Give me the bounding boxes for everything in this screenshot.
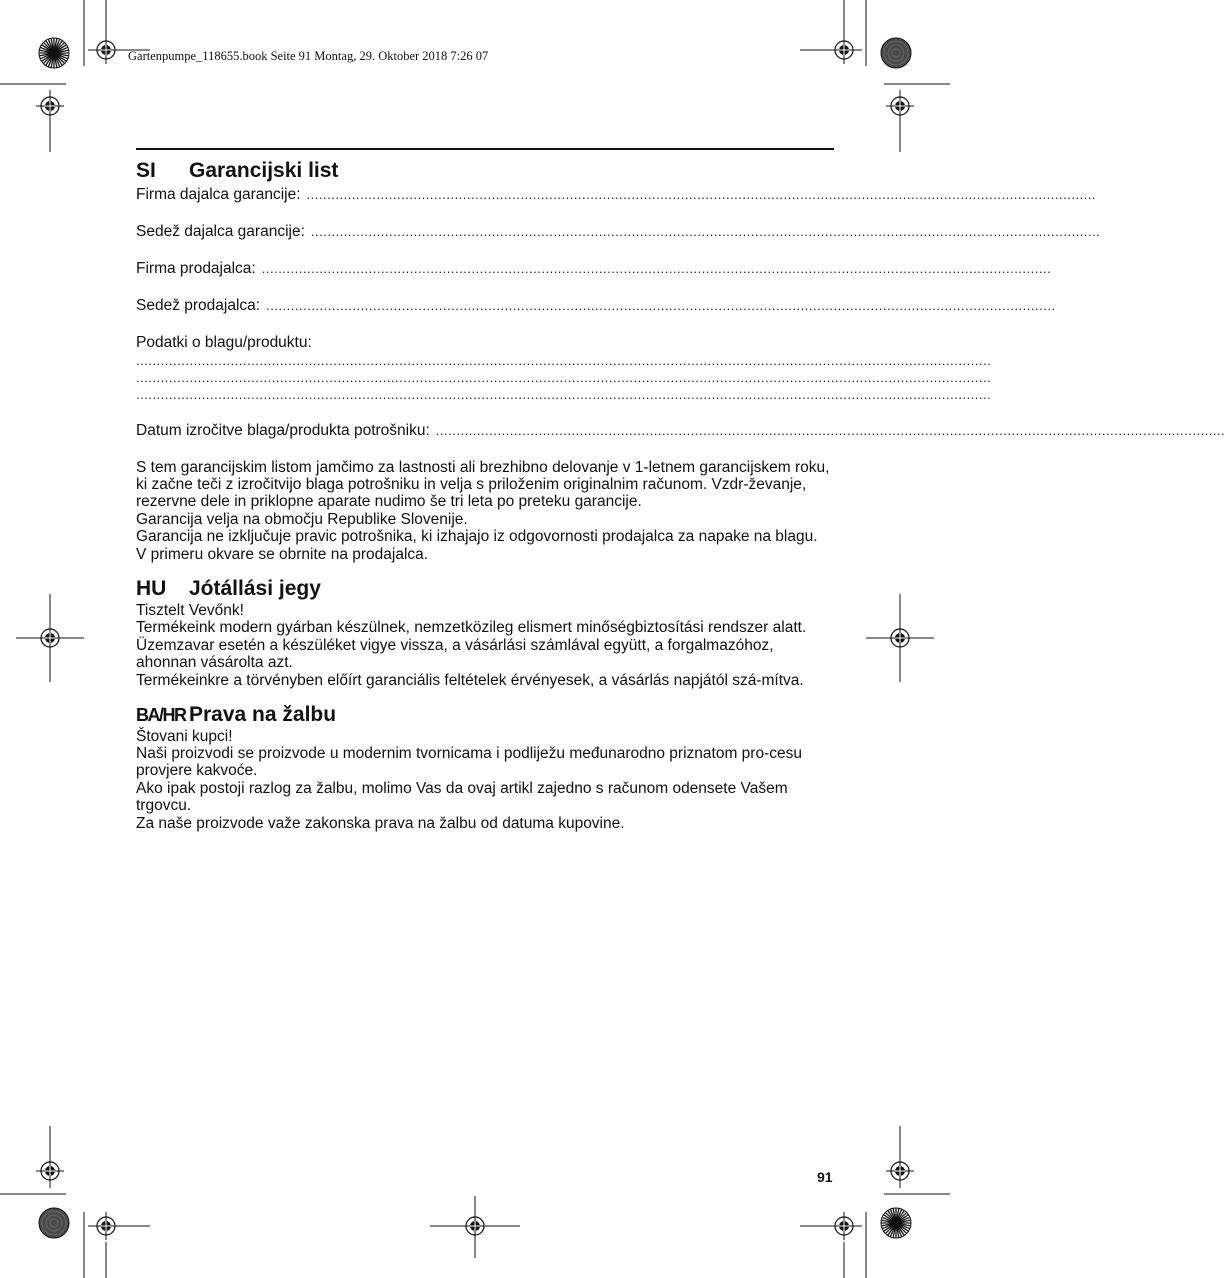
fill-dots: ................................................................................................................................................................................................	[306, 187, 1097, 202]
fill-dots: ................................................................................................................................................................................................	[435, 423, 1225, 438]
page-number: 91	[817, 1169, 833, 1185]
section-ba-hr-heading: Prava na žalbu	[189, 703, 337, 726]
ba-paragraph-2: Naši proizvodi se proizvode u modernim tvornicama i podliježu međunarodno priznatom pro-cesu provjere kakvoće.	[136, 745, 802, 779]
si-paragraph-3: Garancija ne izključuje pravic potrošnika, ki izhajajo iz odgovornosti prodajalca za napake na blagu.	[136, 528, 818, 545]
fill-dots: ................................................................................................................................................................................................	[266, 298, 1056, 313]
section-si-title	[136, 158, 834, 184]
ba-paragraph-3: Ako ipak postoji razlog za žalbu, molimo Vas da ovaj artikl zajedno s računom odensete Vašem trgovcu.	[136, 780, 788, 814]
section-si	[136, 158, 1225, 563]
fill-dots: ................................................................................................................................................................................................	[261, 261, 1052, 276]
ba-paragraph-4: Za naše proizvode važe zakonska prava na žalbu od datuma kupovine.	[136, 815, 625, 832]
top-rule	[136, 148, 834, 150]
hu-paragraph-1: Tisztelt Vevőnk!	[136, 602, 244, 619]
product-fill-line-2: ................................................................................................................................................................................................................	[136, 370, 992, 385]
section-hu	[136, 576, 834, 689]
section-ba-hr-code: BA/HR	[136, 705, 186, 725]
hu-paragraph-4: Termékeinkre a törvényben előírt garanciális feltételek érvényesek, a vásárlás napjától szá-mítva.	[136, 672, 804, 689]
print-slug-header: Gartenpumpe_118655.book Seite 91 Montag, 29. Oktober 2018 7:26 07	[128, 49, 489, 63]
ba-paragraph-1: Štovani kupci!	[136, 728, 233, 745]
field-warrantor-address: Sedež dajalca garancije: ................................................................................................................................................................................................	[136, 223, 1101, 240]
section-ba-hr-title	[136, 702, 834, 728]
page-content	[136, 148, 1225, 832]
product-fill-line-1: ................................................................................................................................................................................................................	[136, 353, 992, 368]
field-seller-company: Firma prodajalca: ................................................................................................................................................................................................	[136, 260, 1052, 277]
field-warrantor-company: Firma dajalca garancije: ................................................................................................................................................................................................	[136, 186, 1097, 203]
si-paragraph-1: S tem garancijskim listom jamčimo za lastnosti ali brezhibno delovanje v 1-letnem garancijskem roku, ki začne teči z izročitvijo blaga potrošniku in velja s priloženim originalnim računom. Vzdr-ževanje, rezervne dele in priklopne aparate nudimo še tri leta po preteku garancije.	[136, 459, 830, 510]
field-product-label: Podatki o blagu/produktu:	[136, 334, 312, 351]
field-seller-address: Sedež prodajalca: ................................................................................................................................................................................................	[136, 297, 1056, 314]
section-ba-hr	[136, 702, 834, 832]
si-paragraph-2: Garancija velja na območju Republike Slovenije.	[136, 511, 468, 528]
section-si-heading: Garancijski list	[189, 159, 339, 182]
field-delivery-date: Datum izročitve blaga/produkta potrošniku: ................................................................................................................................................................................................	[136, 422, 1225, 439]
section-hu-heading: Jótállási jegy	[189, 577, 321, 600]
hu-paragraph-3: Üzemzavar esetén a készüléket vigye vissza, a vásárlási számlával együtt, a forgalmazóhoz, ahonnan vásárolta azt.	[136, 637, 774, 671]
fill-dots: ................................................................................................................................................................................................	[310, 224, 1101, 239]
hu-paragraph-2: Termékeink modern gyárban készülnek, nemzetközileg elismert minőségbiztosítási rendszer alatt.	[136, 619, 807, 636]
section-hu-code: HU	[136, 577, 167, 600]
section-si-code: SI	[136, 159, 156, 182]
product-fill-line-3: ................................................................................................................................................................................................................	[136, 387, 992, 402]
section-hu-title	[136, 576, 834, 602]
si-paragraph-4: V primeru okvare se obrnite na prodajalca.	[136, 546, 429, 563]
